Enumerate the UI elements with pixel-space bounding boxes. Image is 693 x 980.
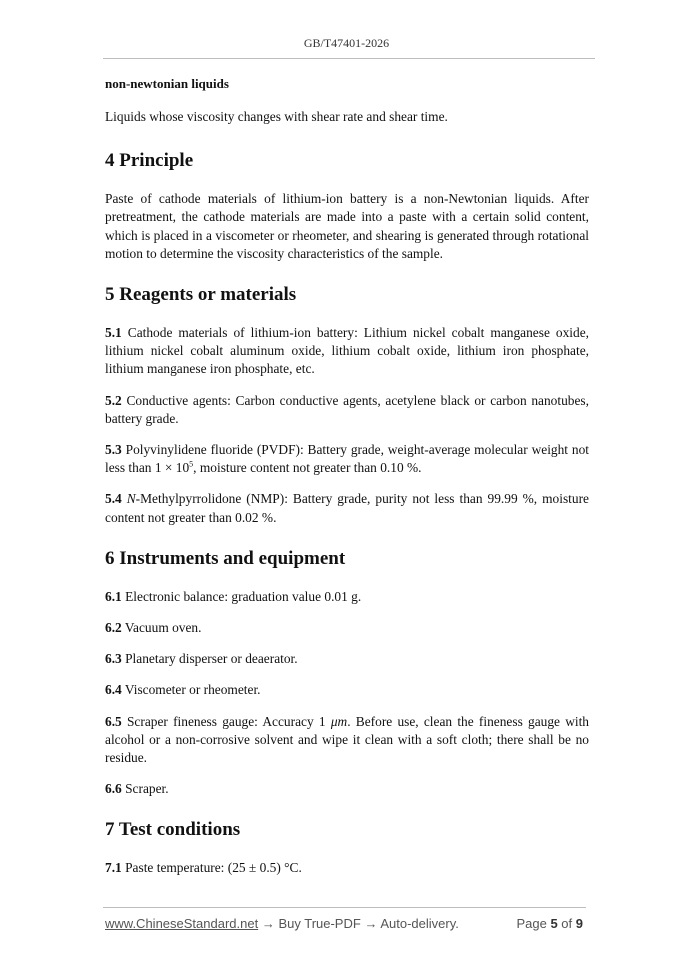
italic-prefix: N bbox=[126, 491, 136, 507]
page-of-label: of bbox=[561, 916, 573, 931]
clause-text: Electronic balance: graduation value 0.01 g. bbox=[125, 588, 362, 604]
standard-code-header: GB/T47401-2026 bbox=[303, 36, 390, 50]
clause-number: 6.1 bbox=[105, 588, 122, 604]
clause-number: 6.3 bbox=[105, 651, 122, 667]
clause-6-4 bbox=[105, 681, 589, 699]
footer-links bbox=[105, 916, 459, 931]
clause-number: 7.1 bbox=[105, 860, 122, 876]
page-current: 5 bbox=[550, 916, 558, 931]
clause-text-cont: , moisture content not greater than 0.10 %. bbox=[193, 460, 422, 476]
section-5-title: 5 Reagents or materials bbox=[105, 284, 297, 306]
clause-text: Vacuum oven. bbox=[124, 620, 202, 636]
clause-number: 5.3 bbox=[105, 442, 122, 458]
clause-text: Cathode materials of lithium-ion battery: Lithium nickel cobalt manganese oxide, lithium nickel cobalt aluminum oxide, lithium cobalt oxide, lithium iron phosphate, lithium manganese iron phosphate, etc. bbox=[105, 325, 589, 377]
clause-text: -Methylpyrrolidone (NMP): Battery grade, purity not less than 99.99 %, moisture content not greater than 0.02 %. bbox=[105, 491, 589, 525]
page-label: Page bbox=[516, 916, 547, 931]
clause-6-1 bbox=[105, 588, 589, 606]
clause-6-2 bbox=[105, 619, 589, 637]
clause-text: Conductive agents: Carbon conductive agents, acetylene black or carbon nanotubes, battery grade. bbox=[105, 392, 589, 426]
clause-text: Scraper. bbox=[125, 781, 169, 797]
clause-5-1 bbox=[105, 324, 589, 379]
section-4-text: Paste of cathode materials of lithium-ion battery is a non-Newtonian liquids. After pretreatment, the cathode materials are made into a paste with a certain solid content, which is placed in a viscometer or rheometer, and shearing is generated through rotational motion to determine the viscosity characteristics of the sample. bbox=[105, 191, 589, 261]
clause-text: Viscometer or rheometer. bbox=[124, 682, 261, 698]
clause-number: 6.2 bbox=[105, 620, 122, 636]
document-body bbox=[105, 76, 589, 891]
footer-divider bbox=[103, 907, 586, 908]
section-4-title: 4 Principle bbox=[105, 150, 194, 172]
buy-pdf-link[interactable]: Buy True-PDF bbox=[278, 916, 361, 931]
site-link[interactable]: www.ChineseStandard.net bbox=[105, 916, 259, 931]
clause-number: 5.1 bbox=[105, 325, 122, 341]
clause-6-5 bbox=[105, 713, 589, 768]
section-6-title: 6 Instruments and equipment bbox=[105, 547, 346, 569]
page-total: 9 bbox=[575, 916, 583, 931]
clause-number: 5.2 bbox=[105, 392, 122, 408]
clause-5-3 bbox=[105, 441, 589, 477]
clause-text: Planetary disperser or deaerator. bbox=[125, 651, 298, 667]
clause-5-4 bbox=[105, 490, 589, 526]
clause-text: Scraper fineness gauge: Accuracy 1 bbox=[126, 713, 331, 729]
definition-text: Liquids whose viscosity changes with shear rate and shear time. bbox=[105, 109, 448, 124]
clause-6-3 bbox=[105, 650, 589, 668]
exponent: 5 bbox=[189, 459, 194, 469]
arrow-icon: → bbox=[261, 916, 275, 931]
definition-term: non-newtonian liquids bbox=[105, 76, 229, 91]
clause-number: 6.5 bbox=[105, 713, 122, 729]
page-indicator bbox=[516, 916, 583, 931]
clause-text: Paste temperature: (25 ± 0.5) °C. bbox=[125, 860, 302, 876]
arrow-icon: → bbox=[364, 916, 378, 931]
clause-number: 6.4 bbox=[105, 682, 122, 698]
auto-delivery-text: Auto-delivery. bbox=[380, 916, 459, 931]
clause-text-cont: . Before use, clean the fineness gauge with alcohol or a non-corrosive solvent and wipe it clean with a soft cloth; there shall be no residue. bbox=[105, 713, 590, 766]
clause-6-6 bbox=[105, 780, 589, 798]
header-divider bbox=[103, 58, 595, 59]
unit-symbol: μm bbox=[330, 713, 348, 729]
clause-5-2 bbox=[105, 392, 589, 428]
clause-7-1 bbox=[105, 859, 589, 877]
section-7-title: 7 Test conditions bbox=[105, 819, 241, 841]
clause-number: 5.4 bbox=[105, 491, 122, 507]
clause-text: Polyvinylidene fluoride (PVDF): Battery grade, weight-average molecular weight not less than 1 × 10 bbox=[105, 442, 589, 476]
clause-number: 6.6 bbox=[105, 781, 122, 797]
